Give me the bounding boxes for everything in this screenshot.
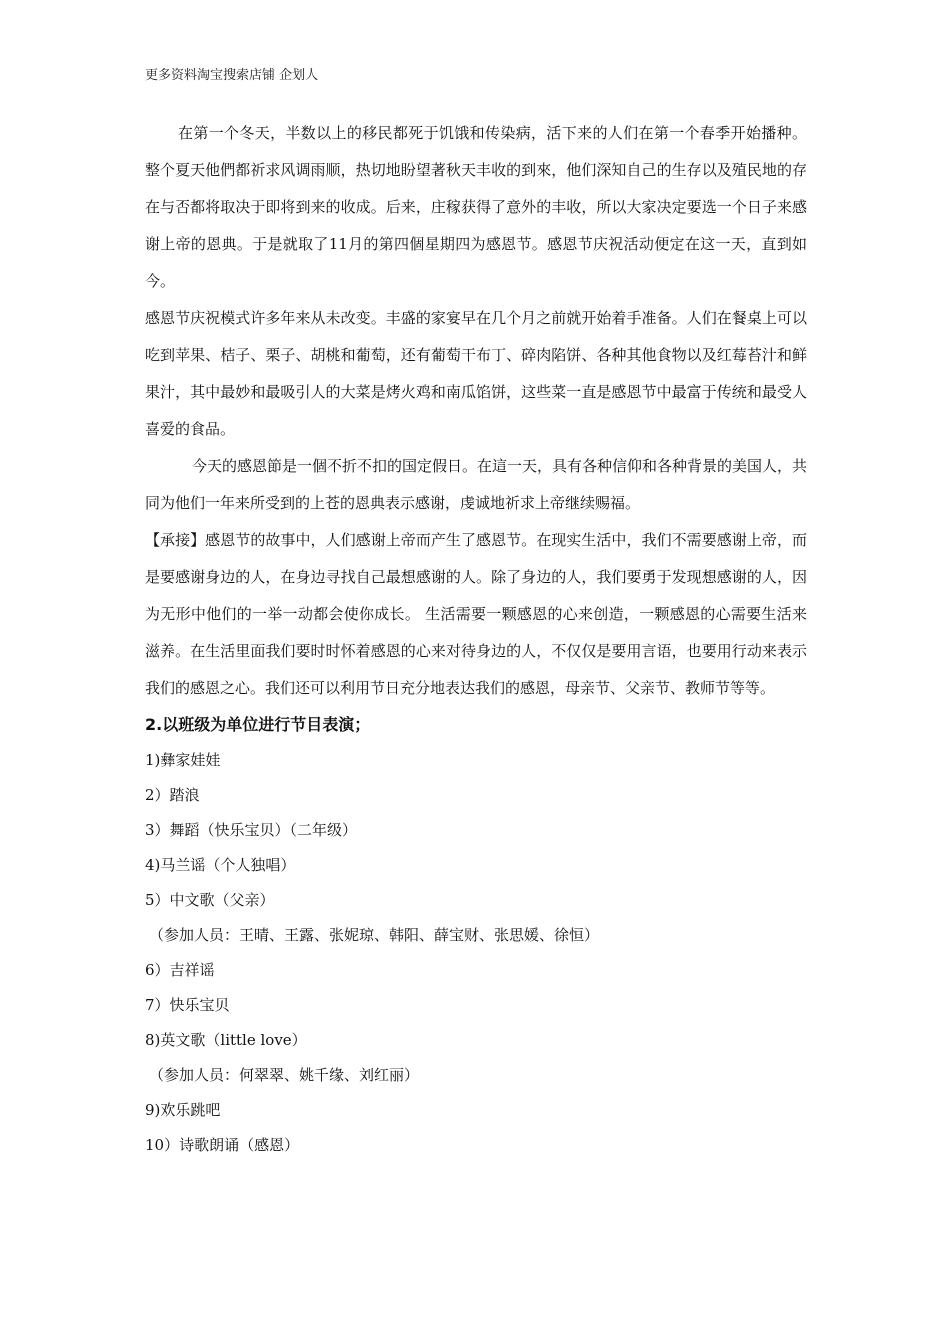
paragraph-national-holiday: 今天的感恩節是一個不折不扣的国定假日。在這一天，具有各种信仰和各种背景的美国人，共同为他们一年来所受到的上苍的恩典表示感谢，虔诚地祈求上帝继续赐福。 <box>145 457 808 512</box>
paragraph-celebration-mode: 感恩节庆祝模式许多年来从未改变。丰盛的家宴早在几个月之前就开始着手准备。人们在餐桌上可以吃到苹果、桔子、栗子、胡桃和葡萄，还有葡萄干布丁、碎肉陷饼、各种其他食物以及红莓苔汁和鲜果汁，其中最妙和最吸引人的大菜是烤火鸡和南瓜馅饼，这些菜一直是感恩节中最富于传统和最受人喜爱的食品。 <box>145 309 807 438</box>
paragraph-transition: 【承接】感恩节的故事中，人们感谢上帝而产生了感恩节。在现实生活中，我们不需要感谢上帝，而是要感谢身边的人，在身边寻找自己最想感谢的人。除了身边的人，我们要勇于发现想感谢的人，因为无形中他们的一举一动都会使你成长。 生活需要一颗感恩的心来创造，一颗感恩的心需要生活来滋养。在生活里面我们要时时怀着感恩的心来对待身边的人，不仅仅是要用言语，也要用行动来表示我们的感恩之心。我们还可以利用节日充分地表达我们的感恩，母亲节、父亲节、教师节等等。 <box>145 531 807 697</box>
program-list <box>145 743 807 1163</box>
list-item: 2）踏浪 <box>145 786 200 804</box>
list-item: 9)欢乐跳吧 <box>145 1101 221 1119</box>
list-item: 8)英文歌（little love） <box>145 1031 307 1049</box>
document-body <box>145 115 807 1163</box>
list-item-participants: （参加人员：何翠翠、姚千缘、刘红丽） <box>149 1066 420 1084</box>
page-header: 更多资料淘宝搜索店铺 企划人 <box>145 68 319 83</box>
paragraph-first-winter: 在第一个冬天，半数以上的移民都死于饥饿和传染病，活下来的人们在第一个春季开始播种。整个夏天他們都祈求风调雨顺，热切地盼望著秋天丰收的到來，他们深知自己的生存以及殖民地的存在与否都将取决于即将到来的收成。后来，庄稼获得了意外的丰收，所以大家决定要选一个日子来感谢上帝的恩典。于是就取了11月的第四個星期四为感恩节。感恩节庆祝活动便定在这一天，直到如今。 <box>145 124 807 290</box>
list-item: 1)彝家娃娃 <box>145 751 221 769</box>
list-item: 6）吉祥谣 <box>145 961 215 979</box>
list-item: 10）诗歌朗诵（感恩） <box>145 1136 300 1154</box>
list-item: 5）中文歌（父亲） <box>145 891 275 909</box>
list-item: 4)马兰谣（个人独唱） <box>145 856 296 874</box>
section-heading: 2.以班级为单位进行节目表演； <box>145 715 371 734</box>
list-item: 3）舞蹈（快乐宝贝）（二年级） <box>145 821 358 839</box>
list-item-participants: （参加人员：王晴、王露、张妮琼、韩阳、薛宝财、张思媛、徐恒） <box>149 926 600 944</box>
list-item: 7）快乐宝贝 <box>145 996 230 1014</box>
